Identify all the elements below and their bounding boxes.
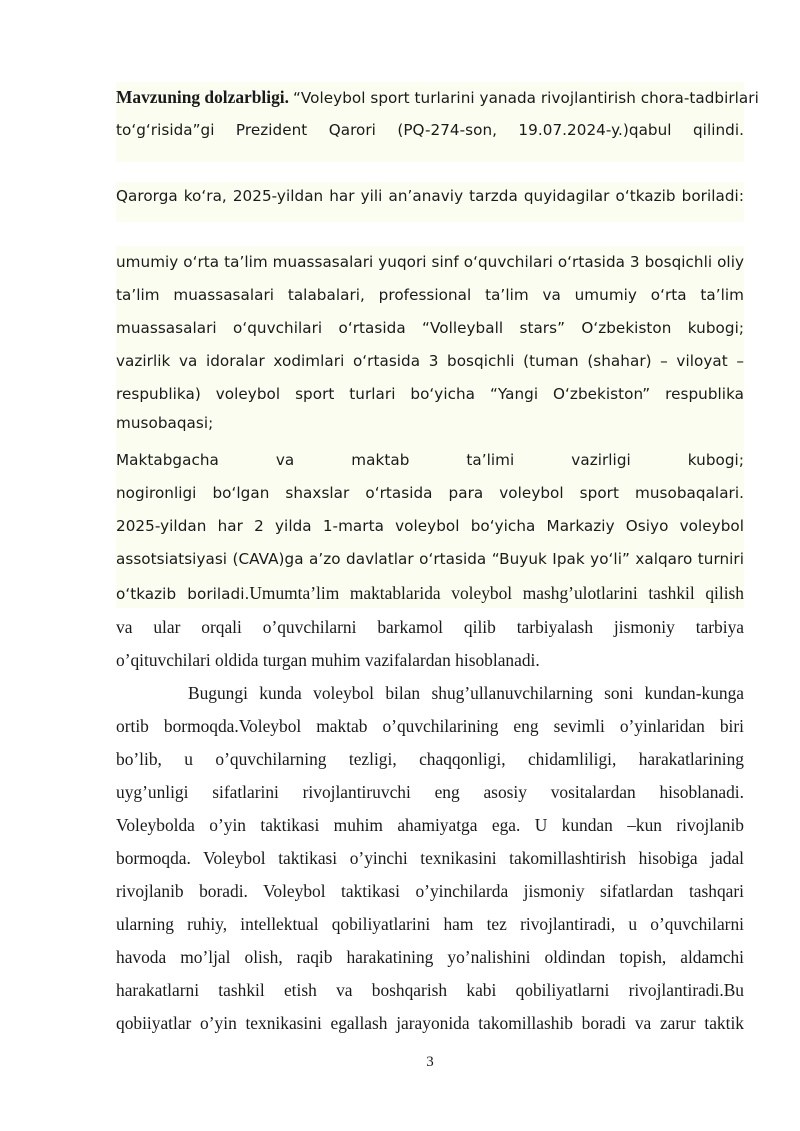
- text-line: havoda mo’ljal olish, raqib harakatining yo’nalishini oldindan topish, aldamchi: [116, 947, 744, 967]
- text-line: harakatlarni tashkil etish va boshqarish kabi qobiliyatlarni rivojlantiradi.Bu: [116, 980, 744, 1000]
- body-text-sans: “Voleybol sport turlarini yanada rivojlantirish chora-tadbirlari: [292, 89, 759, 107]
- text-line: vazirlik va idoralar xodimlari o‘rtasida 3 bosqichli (tuman (shahar) – viloyat –: [116, 352, 744, 370]
- text-line: assotsiatsiyasi (CAVA)ga a’zo davlatlar o‘rtasida “Buyuk Ipak yo‘li” xalqaro turniri: [116, 550, 744, 568]
- mixed-text-line: [116, 580, 744, 606]
- text-line: o’qituvchilari oldida turgan muhim vazifalardan hisoblanadi.: [116, 650, 540, 670]
- text-line: va ular orqali o’quvchilarni barkamol qilib tarbiyalash jismoniy tarbiya: [116, 617, 744, 637]
- text-line: Voleybolda o’yin taktikasi muhim ahamiyatga ega. U kundan –kun rivojlanib: [116, 815, 744, 835]
- body-text-sans: o‘tkazib boriladi.: [116, 585, 250, 603]
- text-line: qobiiyatlar o’yin texnikasini egallash jarayonida takomillashib boradi va zarur taktik: [116, 1013, 744, 1033]
- text-line: Maktabgacha va maktab ta’limi vazirligi kubogi;: [116, 451, 744, 469]
- paragraph-first-line: Bugungi kunda voleybol bilan shug’ullanuvchilarning soni kundan-kunga: [188, 683, 744, 703]
- section-heading: Mavzuning dolzarbligi.: [116, 87, 289, 107]
- text-line: 2025-yildan har 2 yilda 1-marta voleybol bo‘yicha Markaziy Osiyo voleybol: [116, 517, 744, 535]
- text-line: uyg’unligi sifatlarini rivojlantiruvchi eng asosiy vositalardan hisoblanadi.: [116, 782, 744, 802]
- text-line: ularning ruhiy, intellektual qobiliyatlarini ham tez rivojlantiradi, u o’quvchilarni: [116, 914, 744, 934]
- text-line: rivojlanib boradi. Voleybol taktikasi o’yinchilarda jismoniy sifatlardan tashqari: [116, 881, 744, 901]
- text-line: bormoqda. Voleybol taktikasi o’yinchi texnikasini takomillashtirish hisobiga jadal: [116, 848, 744, 868]
- text-line: ortib bormoqda.Voleybol maktab o’quvchilarining eng sevimli o’yinlaridan biri: [116, 716, 744, 736]
- text-line: muassasalari o‘quvchilari o‘rtasida “Volleyball stars” O‘zbekiston kubogi;: [116, 319, 744, 337]
- text-line: ta’lim muassasalari talabalari, professional ta’lim va umumiy o‘rta ta’lim: [116, 286, 744, 304]
- text-line: respublika) voleybol sport turlari bo‘yicha “Yangi O‘zbekiston” respublika: [116, 385, 744, 403]
- text-line: musobaqasi;: [116, 414, 214, 432]
- page-number: 3: [426, 1054, 434, 1070]
- text-line: nogironligi bo‘lgan shaxslar o‘rtasida para voleybol sport musobaqalari.: [116, 484, 744, 502]
- text-line: to‘g‘risida”gi Prezident Qarori (PQ-274-son, 19.07.2024-y.)qabul qilindi.: [116, 121, 744, 139]
- body-text-serif: Umumta’lim maktablarida voleybol mashg’ulotlarini tashkil qilish: [249, 583, 744, 603]
- text-line: Qarorga ko‘ra, 2025-yildan har yili an’anaviy tarzda quyidagilar o‘tkazib boriladi:: [116, 187, 744, 205]
- text-line: umumiy o‘rta ta’lim muassasalari yuqori sinf o‘quvchilari o‘rtasida 3 bosqichli oliy: [116, 253, 744, 271]
- text-line: bo’lib, u o’quvchilarning tezligi, chaqqonligi, chidamliligi, harakatlarining: [116, 749, 744, 769]
- heading-line: [116, 84, 759, 110]
